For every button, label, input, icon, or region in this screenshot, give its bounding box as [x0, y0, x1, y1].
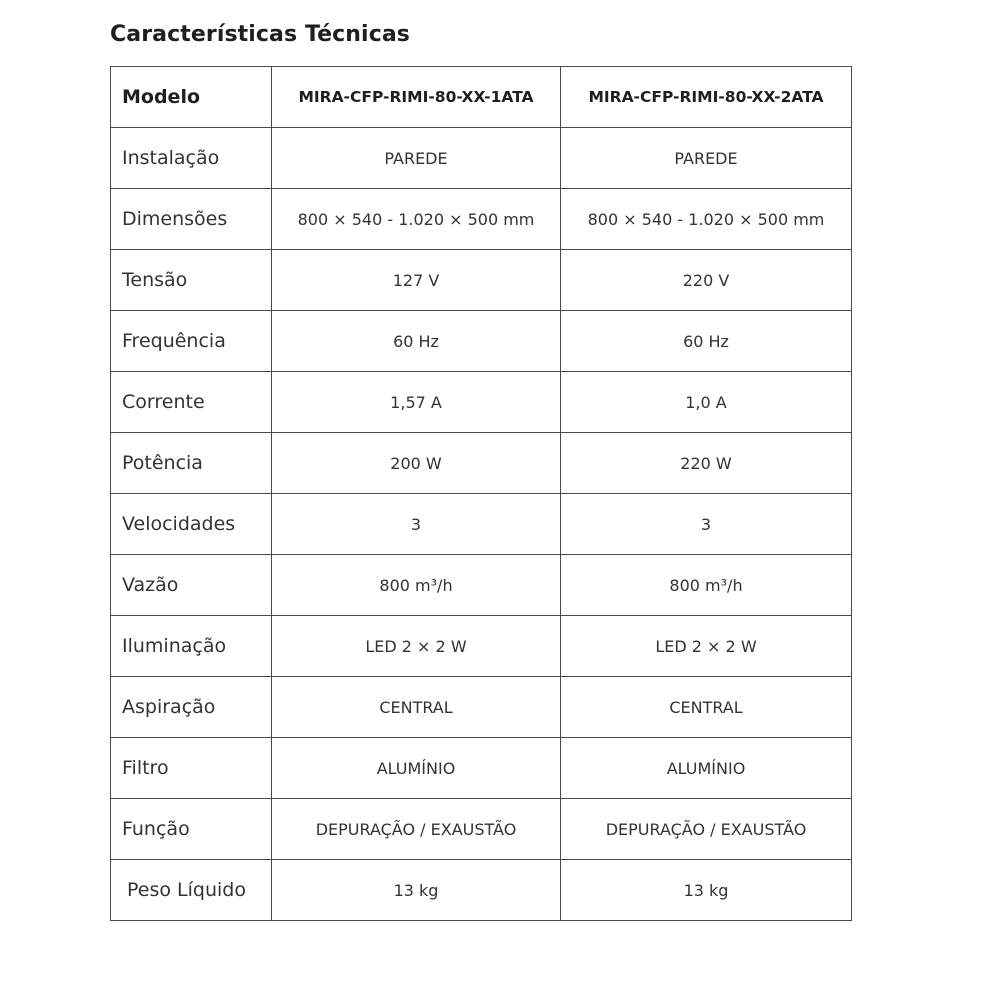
table-row [111, 372, 852, 433]
cell-value-model-2: 220 V [561, 250, 852, 311]
cell-value-model-2: 800 m³/h [561, 555, 852, 616]
row-label: Dimensões [111, 189, 272, 250]
row-label: Peso Líquido [111, 860, 272, 921]
table-row [111, 677, 852, 738]
row-label: Velocidades [111, 494, 272, 555]
table-row [111, 738, 852, 799]
page-title: Características Técnicas [110, 22, 410, 47]
cell-value-model-1: 800 m³/h [272, 555, 561, 616]
row-label: Corrente [111, 372, 272, 433]
row-label: Instalação [111, 128, 272, 189]
cell-value-model-2: 60 Hz [561, 311, 852, 372]
row-label: Iluminação [111, 616, 272, 677]
cell-value-model-1: CENTRAL [272, 677, 561, 738]
cell-value-model-2: 13 kg [561, 860, 852, 921]
header-model-1: MIRA-CFP-RIMI-80-XX-1ATA [272, 67, 561, 128]
row-label: Potência [111, 433, 272, 494]
spec-table [110, 66, 852, 921]
table-row [111, 189, 852, 250]
table-row [111, 555, 852, 616]
row-label: Filtro [111, 738, 272, 799]
table-row [111, 494, 852, 555]
row-label: Aspiração [111, 677, 272, 738]
table-row [111, 128, 852, 189]
cell-value-model-1: 60 Hz [272, 311, 561, 372]
cell-value-model-1: PAREDE [272, 128, 561, 189]
table-row [111, 616, 852, 677]
cell-value-model-2: 3 [561, 494, 852, 555]
row-label: Frequência [111, 311, 272, 372]
table-row [111, 799, 852, 860]
cell-value-model-2: ALUMÍNIO [561, 738, 852, 799]
table-row [111, 250, 852, 311]
header-label-modelo: Modelo [111, 67, 272, 128]
row-label: Tensão [111, 250, 272, 311]
cell-value-model-2: 800 × 540 - 1.020 × 500 mm [561, 189, 852, 250]
header-model-2: MIRA-CFP-RIMI-80-XX-2ATA [561, 67, 852, 128]
cell-value-model-1: LED 2 × 2 W [272, 616, 561, 677]
row-label: Função [111, 799, 272, 860]
table-header-row [111, 67, 852, 128]
cell-value-model-1: DEPURAÇÃO / EXAUSTÃO [272, 799, 561, 860]
cell-value-model-1: 800 × 540 - 1.020 × 500 mm [272, 189, 561, 250]
cell-value-model-1: 13 kg [272, 860, 561, 921]
cell-value-model-2: CENTRAL [561, 677, 852, 738]
table-row [111, 860, 852, 921]
table-row [111, 311, 852, 372]
cell-value-model-1: 1,57 A [272, 372, 561, 433]
cell-value-model-1: 200 W [272, 433, 561, 494]
cell-value-model-1: 3 [272, 494, 561, 555]
cell-value-model-2: 220 W [561, 433, 852, 494]
row-label: Vazão [111, 555, 272, 616]
cell-value-model-1: ALUMÍNIO [272, 738, 561, 799]
cell-value-model-2: DEPURAÇÃO / EXAUSTÃO [561, 799, 852, 860]
table-row [111, 433, 852, 494]
cell-value-model-1: 127 V [272, 250, 561, 311]
cell-value-model-2: LED 2 × 2 W [561, 616, 852, 677]
cell-value-model-2: 1,0 A [561, 372, 852, 433]
cell-value-model-2: PAREDE [561, 128, 852, 189]
